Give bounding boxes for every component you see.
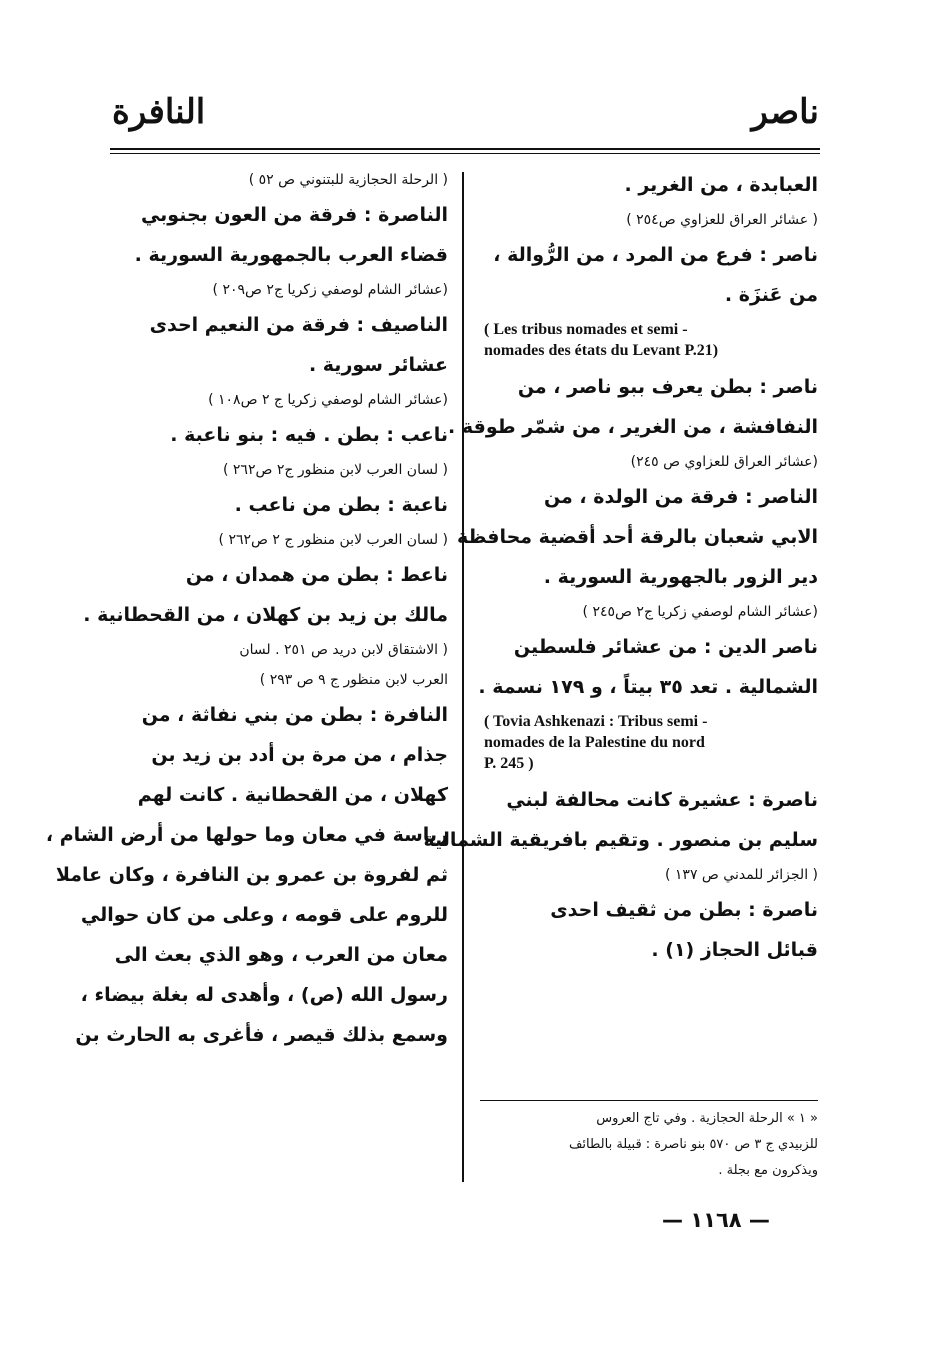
header-rule-top [110, 148, 820, 150]
entry-text-line: الناصر : فرقة من الولدة ، من [543, 486, 818, 508]
entry-text-line: وسمع بذلك قيصر ، فأغرى به الحارث بن [75, 1024, 448, 1046]
entry-text-line: قضاء العرب بالجمهورية السورية . [134, 244, 448, 266]
entry-text-line: النفافشة ، من الغرير ، من شمّر طوقة . [448, 416, 818, 438]
entry-text-line: ناصر : فرع من المرد ، من الرُّوالة ، [493, 244, 818, 266]
left-column [45, 165, 448, 1055]
entry-text-line: سليم بن منصور . وتقيم بافريقية الشمالية [423, 829, 818, 851]
right-column [423, 165, 818, 970]
entry-text-line: ناعب : بطن . فيه : بنو ناعبة . [170, 424, 448, 446]
entry-text-line: ناصر الدين : من عشائر فلسطين [513, 636, 818, 658]
reference-line: (عشائر الشام لوصفي زكريا ج ٢ ص١٠٨ ) [208, 392, 448, 408]
running-header-left: النافرة [112, 92, 206, 132]
entry-text-line: رسول الله (ص) ، وأهدى له بغلة بيضاء ، [80, 984, 448, 1006]
entry-text-line: ناصرة : بطن من ثقيف احدى [550, 899, 818, 921]
reference-line: (عشائر الشام لوصفي زكريا ج٢ ص٢٤٥ ) [582, 604, 818, 620]
latin-citation [484, 711, 818, 774]
entry-text-line: عشائر سورية . [308, 354, 448, 376]
entry-text-line: الناصرة : فرقة من العون بجنوبي [140, 204, 448, 226]
entry-text-line: ناعبة : بطن من ناعب . [234, 494, 448, 516]
latin-citation-line: ( Tovia Ashkenazi : Tribus semi - [484, 713, 708, 730]
entry-text-line: للروم على قومه ، وعلى من كان حوالي [80, 904, 448, 926]
footnote [480, 1106, 818, 1184]
latin-citation [484, 319, 818, 361]
entry-text-line: مالك بن زيد بن كهلان ، من القحطانية . [83, 604, 448, 626]
entry-text-line: جذام ، من مرة بن أدد بن زيد بن [151, 744, 448, 766]
page-number: — ١١٦٨ — [662, 1208, 770, 1232]
reference-line: ( عشائر العراق للعزاوي ص٢٥٤ ) [626, 212, 818, 228]
reference-line: ( الجزائر للمدني ص ١٣٧ ) [664, 867, 818, 883]
latin-citation-line: nomades des états du Levant P.21) [484, 342, 719, 359]
entry-text-line: دير الزور بالجهورية السورية . [543, 566, 818, 588]
entry-text-line: ناصر : بطن يعرف ببو ناصر ، من [517, 376, 818, 398]
latin-citation-line: P. 245 ) [484, 755, 534, 772]
entry-text-line: النافرة : بطن من بني نفاثة ، من [141, 704, 448, 726]
entry-text-line: ناصرة : عشيرة كانت محالفة لبني [506, 789, 818, 811]
footnote-line: للزبيدي ج ٣ ص ٥٧٠ بنو ناصرة : قبيلة بالطائف [568, 1137, 818, 1152]
entry-text-line: كهلان ، من القحطانية . كانت لهم [137, 784, 448, 806]
reference-line: ( لسان العرب لابن منظور ج٢ ص٢٦٢ ) [222, 462, 448, 478]
reference-line: ( الرحلة الحجازية للبتنوني ص ٥٢ ) [248, 172, 448, 188]
entry-text-line: قبائل الحجاز (١) . [651, 939, 818, 961]
footnote-rule [480, 1100, 818, 1101]
entry-text-line: رياسة في معان وما حولها من أرض الشام ، [45, 824, 448, 846]
reference-line: (عشائر العراق للعزاوي ص ٢٤٥) [630, 454, 818, 470]
entry-text-line: من عَنزَة . [724, 284, 818, 306]
reference-line: ( الاشتقاق لابن دريد ص ٢٥١ . لسان [239, 642, 448, 658]
latin-citation-line: nomades de la Palestine du nord [484, 734, 705, 751]
entry-text-line: العبابدة ، من الغرير . [624, 174, 818, 196]
running-header-right: ناصر [751, 92, 819, 132]
reference-line: (عشائر الشام لوصفي زكريا ج٢ ص٢٠٩ ) [212, 282, 448, 298]
entry-text-line: معان من العرب ، وهو الذي بعث الى [114, 944, 448, 966]
entry-text-line: الشمالية . تعد ٣٥ بيتاً ، و ١٧٩ نسمة . [478, 676, 818, 698]
footnote-line: ويذكرون مع بجلة . [718, 1163, 818, 1178]
latin-citation-line: ( Les tribus nomades et semi - [484, 321, 688, 338]
entry-text-line: الناصيف : فرقة من النعيم احدى [149, 314, 448, 336]
header-rule-bottom [110, 153, 820, 154]
footnote-line: « ١ » الرحلة الحجازية . وفي تاج العروس [596, 1111, 818, 1126]
column-divider [462, 172, 464, 1182]
entry-text-line: الابي شعبان بالرقة أحد أقضية محافظة [457, 526, 818, 548]
reference-line: ( لسان العرب لابن منظور ج ٢ ص٢٦٢ ) [218, 532, 448, 548]
entry-text-line: ثم لفروة بن عمرو بن النافرة ، وكان عاملا [55, 864, 448, 886]
reference-line: العرب لابن منظور ج ٩ ص ٢٩٣ ) [259, 672, 448, 688]
entry-text-line: ناعط : بطن من همدان ، من [185, 564, 448, 586]
